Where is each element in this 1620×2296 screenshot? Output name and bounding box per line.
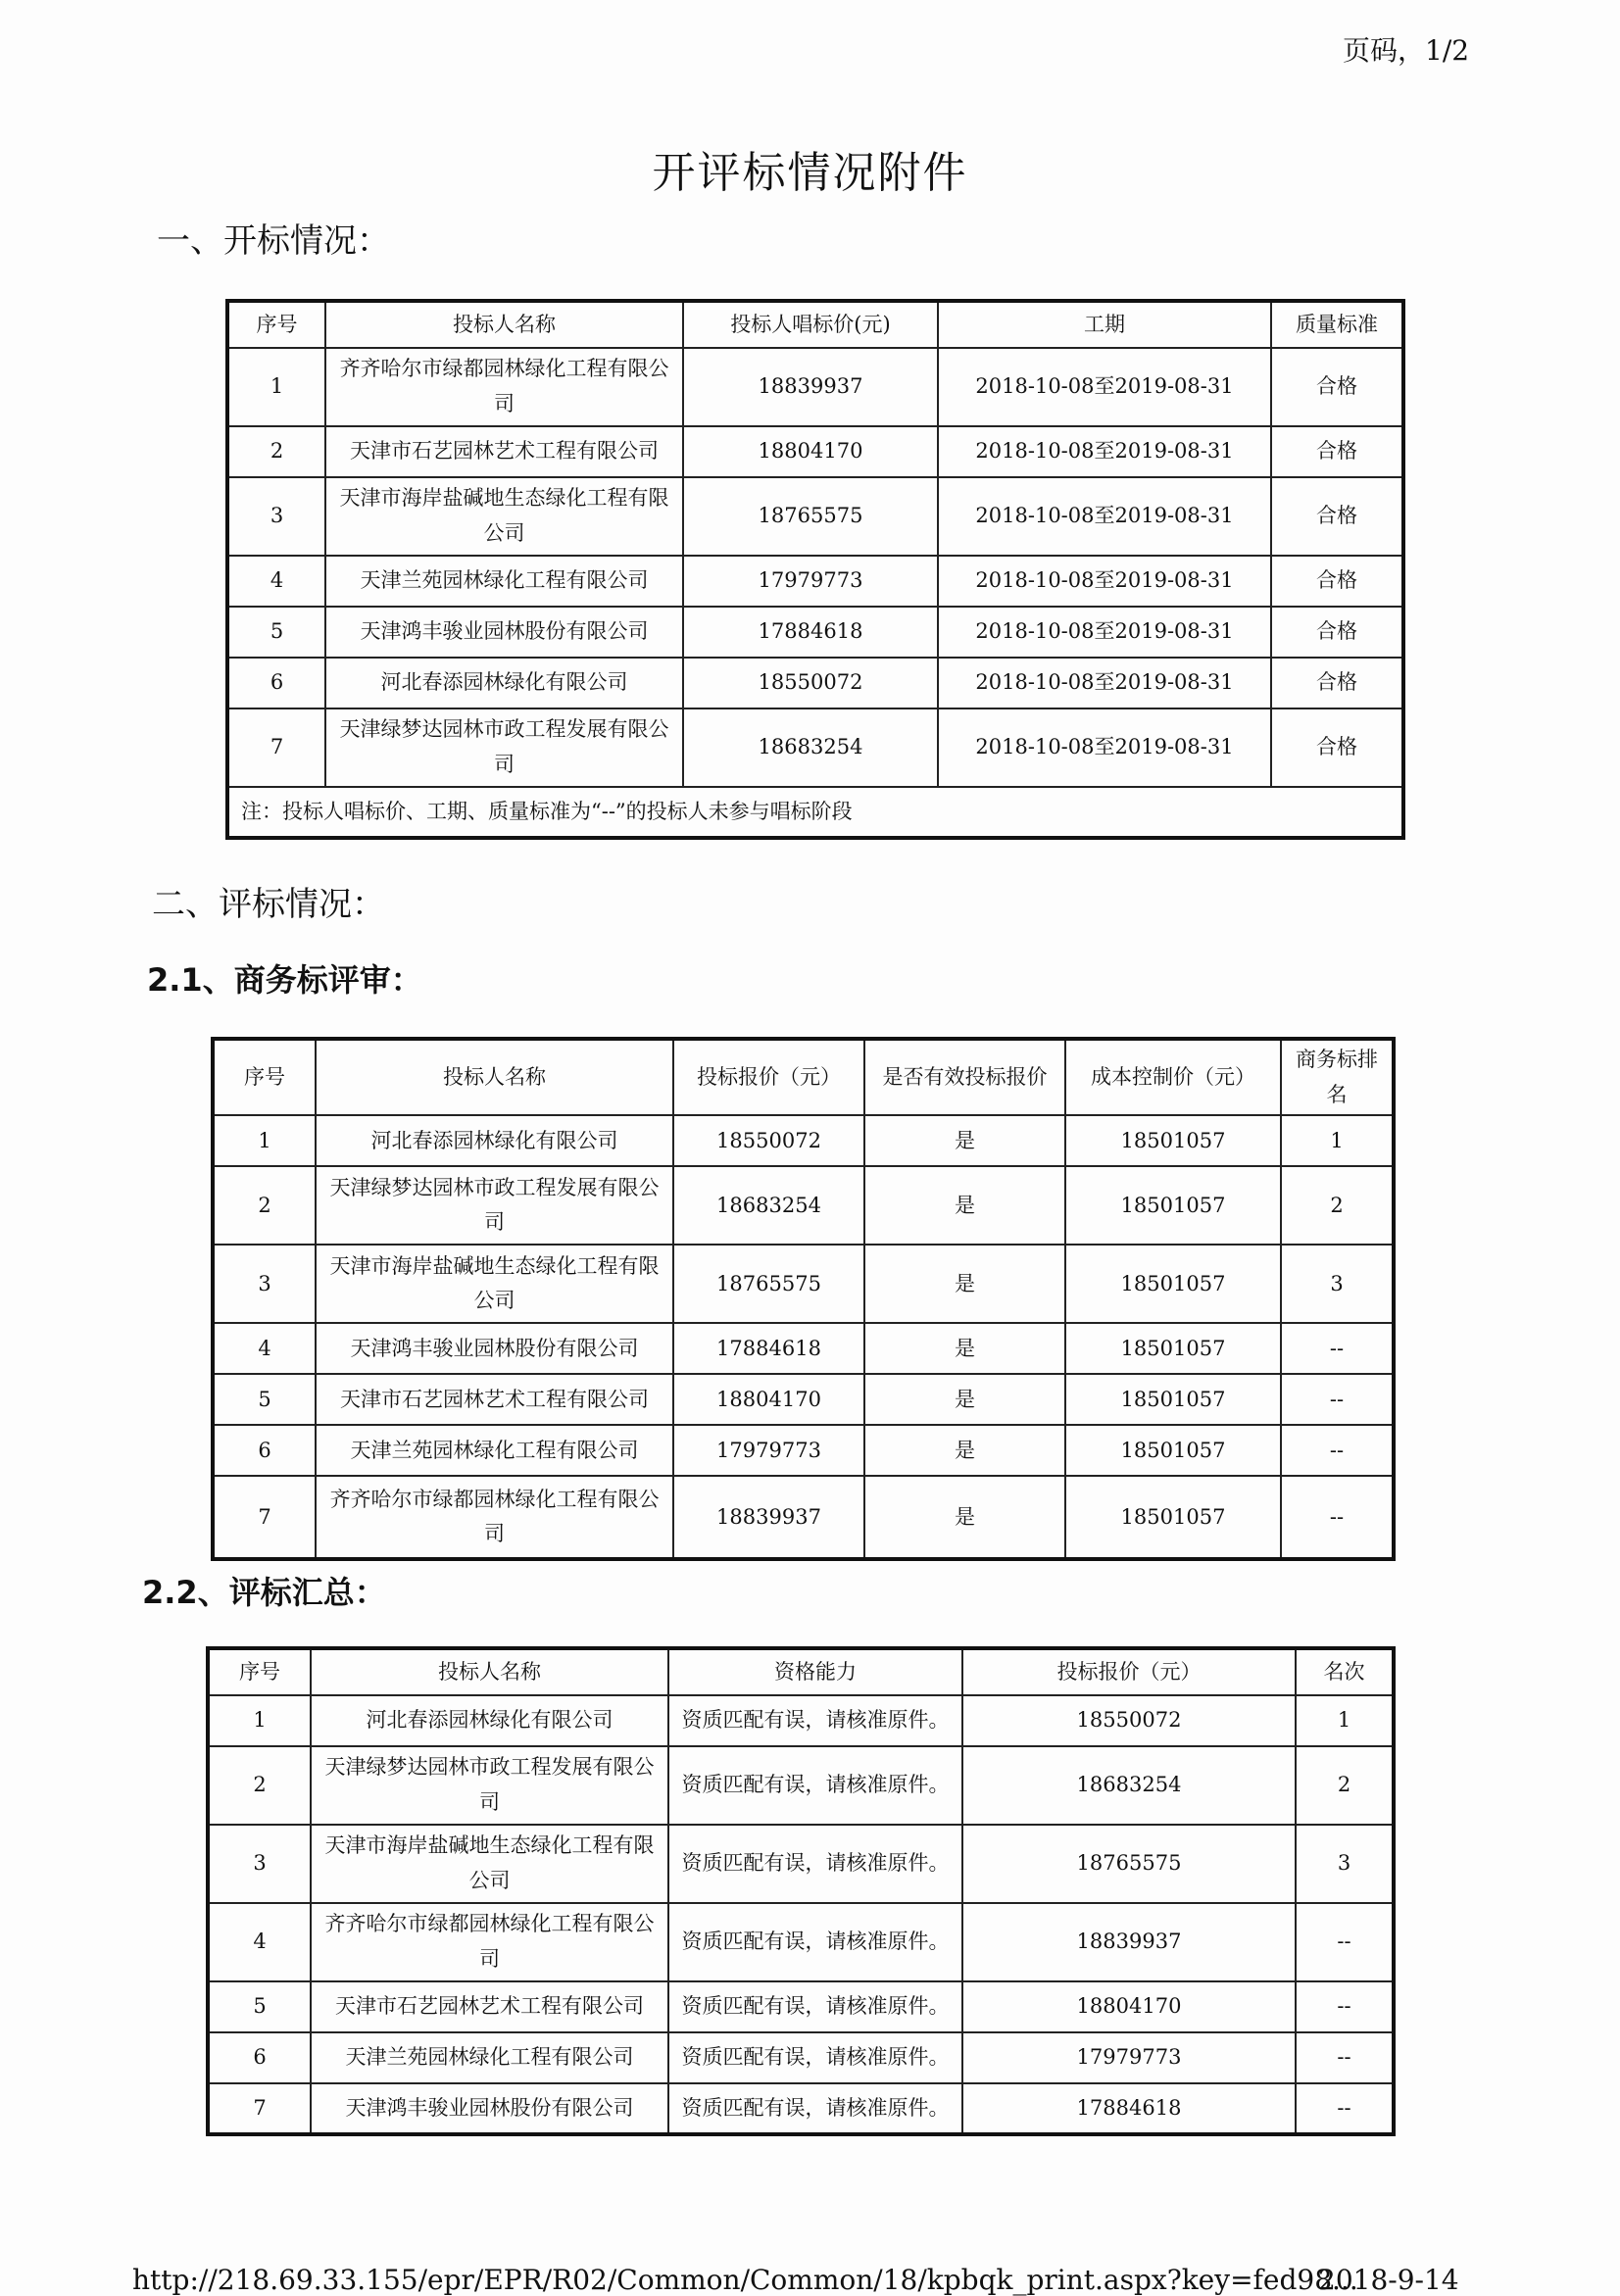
table-cell: 天津兰苑园林绿化工程有限公司: [325, 556, 683, 607]
table-cell: 3: [1296, 1825, 1394, 1903]
table-cell: 是: [864, 1323, 1065, 1374]
table-cell: 2: [213, 1166, 316, 1245]
table-cell: 天津鸿丰骏业园林股份有限公司: [311, 2083, 668, 2134]
table-row: [208, 1746, 1394, 1825]
table-cell: 4: [227, 556, 325, 607]
table-cell: --: [1281, 1425, 1394, 1476]
table-cell: 5: [213, 1374, 316, 1425]
table-cell: 河北春添园林绿化有限公司: [316, 1115, 673, 1166]
table-cell: --: [1281, 1476, 1394, 1559]
table-cell: 2: [1296, 1746, 1394, 1825]
table-cell: 天津兰苑园林绿化工程有限公司: [316, 1425, 673, 1476]
table-cell: 1: [208, 1695, 311, 1746]
table-row: [213, 1245, 1394, 1323]
document-title: 开评标情况附件: [652, 148, 968, 198]
footer-url: http://218.69.33.155/epr/EPR/R02/Common/Common/18/kpbqk_print.aspx?key=fed98...: [132, 2264, 1358, 2296]
table-cell: 是: [864, 1245, 1065, 1323]
table-cell: 2: [208, 1746, 311, 1825]
table-cell: 2018-10-08至2019-08-31: [938, 348, 1271, 426]
header-cell: 序号: [227, 301, 325, 348]
table-cell: 合格: [1271, 426, 1403, 477]
table-cell: 18839937: [683, 348, 938, 426]
table-cell: 是: [864, 1115, 1065, 1166]
table-cell: 资质匹配有误，请核准原件。: [668, 2032, 962, 2083]
table-cell: 1: [227, 348, 325, 426]
table-cell: 17884618: [683, 607, 938, 658]
table-cell: 18839937: [962, 1903, 1296, 1981]
table-cell: 18501057: [1065, 1323, 1281, 1374]
table-cell: 7: [208, 2083, 311, 2134]
table-cell: 天津绿梦达园林市政工程发展有限公司: [311, 1746, 668, 1825]
evaluation-summary-table: [206, 1646, 1396, 2136]
header-cell: 质量标准: [1271, 301, 1403, 348]
commercial-review-table: [211, 1037, 1396, 1561]
table-row: [208, 1695, 1394, 1746]
table-cell: 天津市海岸盐碱地生态绿化工程有限公司: [325, 477, 683, 556]
header-cell: 是否有效投标报价: [864, 1039, 1065, 1115]
table-cell: --: [1281, 1323, 1394, 1374]
table-cell: 18804170: [962, 1981, 1296, 2032]
table-cell: 7: [227, 708, 325, 787]
table-cell: 天津市石艺园林艺术工程有限公司: [311, 1981, 668, 2032]
table-cell: 2018-10-08至2019-08-31: [938, 556, 1271, 607]
table-cell: 18550072: [683, 658, 938, 708]
table-cell: 天津兰苑园林绿化工程有限公司: [311, 2032, 668, 2083]
table-header-row: [213, 1039, 1394, 1115]
header-cell: 名次: [1296, 1648, 1394, 1695]
table-row: [213, 1115, 1394, 1166]
bid-opening-table: [225, 299, 1405, 840]
table-row: [208, 2032, 1394, 2083]
table-cell: 18804170: [683, 426, 938, 477]
section2-heading: 二、评标情况：: [152, 885, 385, 924]
header-cell: 资格能力: [668, 1648, 962, 1695]
table-cell: 18550072: [673, 1115, 864, 1166]
table-cell: 合格: [1271, 708, 1403, 787]
table-cell: 2018-10-08至2019-08-31: [938, 426, 1271, 477]
header-cell: 工期: [938, 301, 1271, 348]
table-header-row: [227, 301, 1403, 348]
header-cell: 投标报价（元）: [673, 1039, 864, 1115]
table-note: 注：投标人唱标价、工期、质量标准为“--”的投标人未参与唱标阶段: [227, 787, 1403, 838]
table-cell: 齐齐哈尔市绿都园林绿化工程有限公司: [311, 1903, 668, 1981]
table-row: [227, 556, 1403, 607]
table-cell: 18683254: [683, 708, 938, 787]
table-cell: 18765575: [673, 1245, 864, 1323]
table-cell: 齐齐哈尔市绿都园林绿化工程有限公司: [316, 1476, 673, 1559]
header-cell: 投标报价（元）: [962, 1648, 1296, 1695]
table-row: [213, 1323, 1394, 1374]
table-cell: 2018-10-08至2019-08-31: [938, 658, 1271, 708]
table-cell: 天津市海岸盐碱地生态绿化工程有限公司: [311, 1825, 668, 1903]
header-cell: 投标人名称: [311, 1648, 668, 1695]
table-cell: --: [1281, 1374, 1394, 1425]
table-cell: 是: [864, 1425, 1065, 1476]
header-cell: 商务标排名: [1281, 1039, 1394, 1115]
table-row: [208, 1903, 1394, 1981]
table-cell: 18501057: [1065, 1374, 1281, 1425]
table-cell: 1: [1281, 1115, 1394, 1166]
table-row: [213, 1374, 1394, 1425]
table-cell: 17979773: [962, 2032, 1296, 2083]
table-header-row: [208, 1648, 1394, 1695]
table-cell: 4: [213, 1323, 316, 1374]
table-cell: 17979773: [673, 1425, 864, 1476]
table-cell: 天津市石艺园林艺术工程有限公司: [325, 426, 683, 477]
table-row: [213, 1476, 1394, 1559]
table-cell: 天津鸿丰骏业园林股份有限公司: [325, 607, 683, 658]
table-row: [208, 2083, 1394, 2134]
table-cell: --: [1296, 1981, 1394, 2032]
table-cell: 1: [1296, 1695, 1394, 1746]
table-cell: 18839937: [673, 1476, 864, 1559]
table-cell: 天津市石艺园林艺术工程有限公司: [316, 1374, 673, 1425]
table-cell: 资质匹配有误，请核准原件。: [668, 1825, 962, 1903]
table-cell: 2: [227, 426, 325, 477]
table-cell: 天津绿梦达园林市政工程发展有限公司: [316, 1166, 673, 1245]
header-cell: 投标人唱标价(元): [683, 301, 938, 348]
table-cell: 是: [864, 1166, 1065, 1245]
table-cell: 17884618: [673, 1323, 864, 1374]
table-cell: 2: [1281, 1166, 1394, 1245]
table-cell: 18501057: [1065, 1425, 1281, 1476]
table-cell: 3: [213, 1245, 316, 1323]
table-cell: 3: [1281, 1245, 1394, 1323]
table-cell: 天津鸿丰骏业园林股份有限公司: [316, 1323, 673, 1374]
table-cell: 18804170: [673, 1374, 864, 1425]
table-cell: 18683254: [962, 1746, 1296, 1825]
header-cell: 投标人名称: [316, 1039, 673, 1115]
table-cell: 18765575: [683, 477, 938, 556]
table-cell: 6: [208, 2032, 311, 2083]
table-cell: 3: [208, 1825, 311, 1903]
table-cell: 资质匹配有误，请核准原件。: [668, 2083, 962, 2134]
table-row: [227, 658, 1403, 708]
table-cell: 资质匹配有误，请核准原件。: [668, 1746, 962, 1825]
table-cell: 齐齐哈尔市绿都园林绿化工程有限公司: [325, 348, 683, 426]
table-row: [227, 477, 1403, 556]
table-cell: 3: [227, 477, 325, 556]
table-cell: 2018-10-08至2019-08-31: [938, 477, 1271, 556]
table-cell: 2018-10-08至2019-08-31: [938, 708, 1271, 787]
table-row: [227, 708, 1403, 787]
table-cell: 是: [864, 1476, 1065, 1559]
section2-1-heading: 2.1、商务标评审：: [147, 961, 422, 999]
table-row: [213, 1166, 1394, 1245]
table-cell: 6: [227, 658, 325, 708]
table-cell: --: [1296, 1903, 1394, 1981]
page-number: 页码，1/2: [1343, 34, 1470, 67]
table-row: [227, 607, 1403, 658]
table-cell: 17979773: [683, 556, 938, 607]
table-cell: 18501057: [1065, 1166, 1281, 1245]
header-cell: 序号: [208, 1648, 311, 1695]
table-cell: 5: [208, 1981, 311, 2032]
section1-heading: 一、开标情况：: [157, 221, 390, 261]
header-cell: 成本控制价（元）: [1065, 1039, 1281, 1115]
table-row: [208, 1981, 1394, 2032]
table-cell: 合格: [1271, 477, 1403, 556]
table-cell: 天津绿梦达园林市政工程发展有限公司: [325, 708, 683, 787]
table-cell: 合格: [1271, 607, 1403, 658]
section2-2-heading: 2.2、评标汇总：: [142, 1574, 386, 1611]
table-cell: 2018-10-08至2019-08-31: [938, 607, 1271, 658]
table-cell: 6: [213, 1425, 316, 1476]
table-cell: 18550072: [962, 1695, 1296, 1746]
table-cell: 18501057: [1065, 1115, 1281, 1166]
table-cell: 18765575: [962, 1825, 1296, 1903]
table-cell: --: [1296, 2083, 1394, 2134]
table-cell: --: [1296, 2032, 1394, 2083]
table-cell: 资质匹配有误，请核准原件。: [668, 1981, 962, 2032]
table-cell: 合格: [1271, 348, 1403, 426]
table-cell: 5: [227, 607, 325, 658]
table-cell: 河北春添园林绿化有限公司: [325, 658, 683, 708]
header-cell: 投标人名称: [325, 301, 683, 348]
table-cell: 是: [864, 1374, 1065, 1425]
table-cell: 17884618: [962, 2083, 1296, 2134]
table-row: [213, 1425, 1394, 1476]
table-row: [227, 426, 1403, 477]
table-cell: 资质匹配有误，请核准原件。: [668, 1903, 962, 1981]
table-cell: 资质匹配有误，请核准原件。: [668, 1695, 962, 1746]
table-row: [208, 1825, 1394, 1903]
table-cell: 18501057: [1065, 1476, 1281, 1559]
table-cell: 合格: [1271, 556, 1403, 607]
table-cell: 河北春添园林绿化有限公司: [311, 1695, 668, 1746]
table-cell: 7: [213, 1476, 316, 1559]
table-cell: 天津市海岸盐碱地生态绿化工程有限公司: [316, 1245, 673, 1323]
table-cell: 1: [213, 1115, 316, 1166]
header-cell: 序号: [213, 1039, 316, 1115]
table-cell: 4: [208, 1903, 311, 1981]
table-cell: 18683254: [673, 1166, 864, 1245]
table-cell: 合格: [1271, 658, 1403, 708]
footer-date: 2018-9-14: [1318, 2264, 1459, 2296]
table-cell: 18501057: [1065, 1245, 1281, 1323]
table-row: [227, 348, 1403, 426]
